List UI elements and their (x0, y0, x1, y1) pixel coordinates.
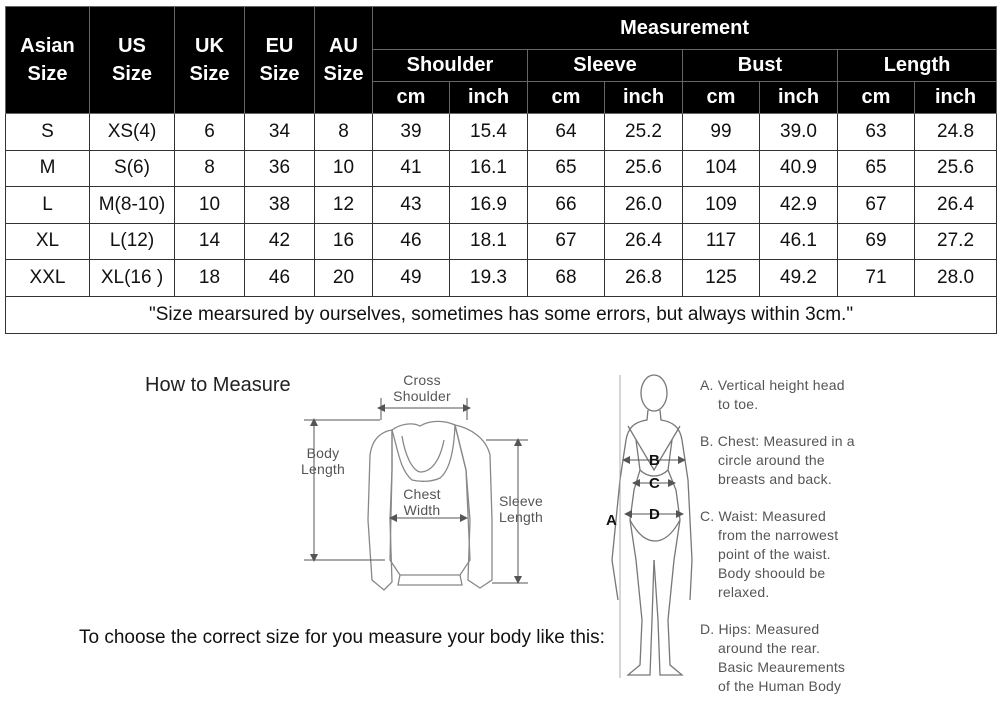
table-cell: 67 (528, 223, 605, 260)
measurement-definition-item (700, 376, 880, 414)
body-letter-c: C (649, 475, 660, 492)
header-length: Length (838, 50, 997, 82)
measurement-definition-line: around the rear. (718, 640, 821, 656)
measurement-definition-line: Basic Meaurements (718, 659, 846, 675)
table-cell: 67 (838, 187, 915, 224)
table-cell: 65 (838, 150, 915, 187)
header-au-size: AU Size (315, 7, 373, 114)
table-cell: 125 (683, 260, 760, 297)
table-cell: 16 (315, 223, 373, 260)
table-cell: M (6, 150, 90, 187)
table-cell: 68 (528, 260, 605, 297)
choose-size-instruction: To choose the correct size for you measure your body like this: (79, 627, 605, 648)
body-letter-a: A (606, 512, 617, 529)
header-shoulder: Shoulder (373, 50, 528, 82)
measurement-definition-line: of the Human Body (718, 678, 842, 694)
measurement-definition-line: Body shoould be (718, 565, 826, 581)
table-cell: XXL (6, 260, 90, 297)
header-unit: inch (450, 82, 528, 114)
header-unit: cm (373, 82, 450, 114)
table-cell: 20 (315, 260, 373, 297)
table-cell: 71 (838, 260, 915, 297)
measurement-definition-item (700, 507, 880, 602)
table-cell: 39 (373, 114, 450, 151)
measurement-definition-line: from the narrowest (718, 527, 839, 543)
table-cell: XL (6, 223, 90, 260)
table-cell: 43 (373, 187, 450, 224)
table-cell: 117 (683, 223, 760, 260)
measurement-definition-item (700, 432, 880, 489)
header-bust: Bust (683, 50, 838, 82)
header-unit: inch (760, 82, 838, 114)
table-cell: 34 (245, 114, 315, 151)
table-cell: 64 (528, 114, 605, 151)
table-cell: 40.9 (760, 150, 838, 187)
body-letter-d: D (649, 506, 660, 523)
measurement-definition-line: C. Waist: Measured (700, 508, 827, 524)
table-cell: 42 (245, 223, 315, 260)
body-length-label: Body Length (300, 445, 346, 477)
table-cell: 14 (175, 223, 245, 260)
table-cell: 15.4 (450, 114, 528, 151)
table-cell: 69 (838, 223, 915, 260)
table-cell: 12 (315, 187, 373, 224)
header-us-size: US Size (90, 7, 175, 114)
table-cell: 36 (245, 150, 315, 187)
table-cell: 26.4 (605, 223, 683, 260)
table-cell: 38 (245, 187, 315, 224)
header-sleeve: Sleeve (528, 50, 683, 82)
measurement-definition-line: to toe. (718, 396, 759, 412)
measurement-definition-item (700, 620, 880, 696)
table-cell: 24.8 (915, 114, 997, 151)
header-unit: inch (915, 82, 997, 114)
table-cell: 10 (175, 187, 245, 224)
cross-shoulder-label: Cross Shoulder (393, 372, 451, 404)
measurement-definition-line: A. Vertical height head (700, 377, 845, 393)
header-asian-size: Asian Size (6, 7, 90, 114)
sleeve-length-label: Sleeve Length (498, 493, 544, 525)
table-cell: 10 (315, 150, 373, 187)
table-cell: 27.2 (915, 223, 997, 260)
table-cell: M(8-10) (90, 187, 175, 224)
table-cell: 28.0 (915, 260, 997, 297)
table-cell: 46 (373, 223, 450, 260)
measurement-definition-line: relaxed. (718, 584, 770, 600)
table-cell: 8 (315, 114, 373, 151)
table-cell: 39.0 (760, 114, 838, 151)
table-cell: 99 (683, 114, 760, 151)
table-cell: 18.1 (450, 223, 528, 260)
table-cell: 25.2 (605, 114, 683, 151)
table-cell: S(6) (90, 150, 175, 187)
table-cell: XL(16 ) (90, 260, 175, 297)
table-cell: 16.1 (450, 150, 528, 187)
table-cell: 46 (245, 260, 315, 297)
table-cell: 19.3 (450, 260, 528, 297)
header-unit: cm (838, 82, 915, 114)
table-cell: 66 (528, 187, 605, 224)
human-body-outline (612, 375, 692, 675)
table-cell: 104 (683, 150, 760, 187)
table-cell: 42.9 (760, 187, 838, 224)
table-cell: 16.9 (450, 187, 528, 224)
table-cell: 109 (683, 187, 760, 224)
measurement-definition-line: breasts and back. (718, 471, 832, 487)
table-cell: 49 (373, 260, 450, 297)
table-cell: 18 (175, 260, 245, 297)
how-to-measure-title: How to Measure (145, 374, 291, 396)
table-cell: L(12) (90, 223, 175, 260)
measurement-note: "Size mearsured by ourselves, sometimes has some errors, but always within 3cm." (6, 296, 997, 333)
measurement-definition-line: D. Hips: Measured (700, 621, 820, 637)
table-cell: 6 (175, 114, 245, 151)
measurement-definition-line: circle around the (718, 452, 825, 468)
table-cell: 41 (373, 150, 450, 187)
table-cell: 26.4 (915, 187, 997, 224)
header-unit: inch (605, 82, 683, 114)
table-cell: 65 (528, 150, 605, 187)
chest-width-label: Chest Width (403, 486, 441, 518)
table-cell: 25.6 (915, 150, 997, 187)
table-cell: 49.2 (760, 260, 838, 297)
table-cell: S (6, 114, 90, 151)
table-cell: XS(4) (90, 114, 175, 151)
header-unit: cm (528, 82, 605, 114)
header-eu-size: EU Size (245, 7, 315, 114)
header-unit: cm (683, 82, 760, 114)
table-cell: 8 (175, 150, 245, 187)
header-uk-size: UK Size (175, 7, 245, 114)
table-cell: 26.0 (605, 187, 683, 224)
table-cell: 25.6 (605, 150, 683, 187)
header-measurement: Measurement (373, 7, 997, 50)
body-letter-b: B (649, 452, 660, 469)
table-cell: L (6, 187, 90, 224)
measurement-definitions (700, 376, 880, 714)
measurement-definition-line: B. Chest: Measured in a (700, 433, 855, 449)
table-cell: 46.1 (760, 223, 838, 260)
table-cell: 63 (838, 114, 915, 151)
measurement-definition-line: point of the waist. (718, 546, 831, 562)
table-cell: 26.8 (605, 260, 683, 297)
